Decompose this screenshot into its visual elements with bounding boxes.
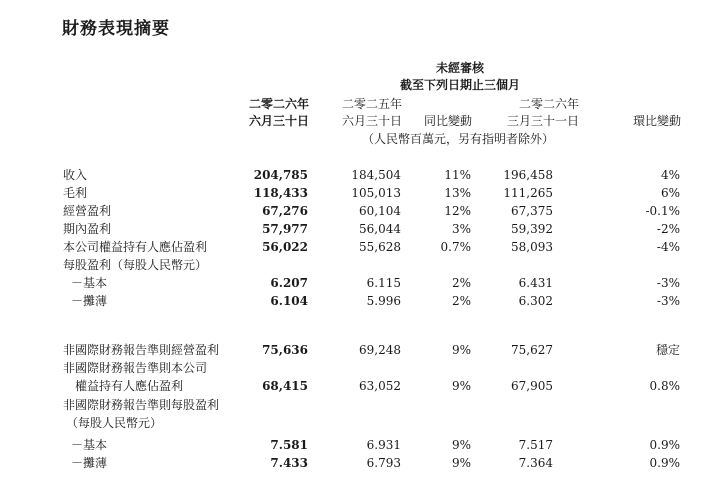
cell-q2-2026: 6.104 bbox=[270, 294, 308, 308]
row-label: 本公司權益持有人應佔盈利 bbox=[63, 240, 208, 254]
cell-q2-2026: 6.207 bbox=[270, 276, 308, 290]
cell-q2-2026: 75,636 bbox=[262, 343, 308, 357]
col2-header-line1: 二零二五年 bbox=[341, 97, 402, 111]
table-row bbox=[0, 436, 720, 454]
cell-q2-2025: 5.996 bbox=[366, 294, 401, 308]
row-label: 權益持有人應佔盈利 bbox=[75, 379, 184, 393]
cell-q2-2026: 7.581 bbox=[270, 438, 308, 452]
col4-header-line1: 二零二六年 bbox=[518, 97, 579, 111]
cell-qoq: -3% bbox=[656, 276, 680, 290]
row-label: 毛利 bbox=[63, 186, 88, 200]
cell-q2-2026: 204,785 bbox=[253, 168, 308, 182]
cell-q2-2025: 184,504 bbox=[351, 168, 401, 182]
cell-qoq: -2% bbox=[656, 222, 680, 236]
cell-q2-2025: 56,044 bbox=[359, 222, 401, 236]
cell-q1-2026: 6.431 bbox=[518, 276, 553, 290]
col1-header-line1: 二零二六年 bbox=[248, 97, 309, 111]
cell-yoy: 12% bbox=[444, 204, 471, 218]
cell-yoy: 9% bbox=[451, 456, 471, 470]
table-row bbox=[0, 359, 720, 377]
table-row bbox=[0, 220, 720, 238]
cell-yoy: 9% bbox=[451, 343, 471, 357]
cell-yoy: 11% bbox=[444, 168, 471, 182]
cell-q1-2026: 6.302 bbox=[518, 294, 553, 308]
cell-q1-2026: 111,265 bbox=[503, 186, 553, 200]
cell-q1-2026: 75,627 bbox=[511, 343, 553, 357]
table-row bbox=[0, 184, 720, 202]
row-label: 每股盈利（每股人民幣元） bbox=[63, 258, 208, 272]
cell-q2-2025: 60,104 bbox=[359, 204, 401, 218]
cell-qoq: -4% bbox=[656, 240, 680, 254]
cell-q2-2025: 55,628 bbox=[359, 240, 401, 254]
row-label: －基本 bbox=[71, 438, 108, 452]
cell-qoq: 穩定 bbox=[655, 343, 680, 357]
cell-q2-2026: 56,022 bbox=[262, 240, 308, 254]
table-row bbox=[0, 256, 720, 274]
row-label: （每股人民幣元） bbox=[66, 416, 163, 430]
cell-qoq: 0.9% bbox=[649, 438, 680, 452]
row-label: 期內盈利 bbox=[63, 222, 112, 236]
cell-yoy: 13% bbox=[444, 186, 471, 200]
cell-q1-2026: 67,375 bbox=[511, 204, 553, 218]
cell-qoq: 0.8% bbox=[649, 379, 680, 393]
table-row bbox=[0, 341, 720, 359]
row-label: －攤薄 bbox=[71, 294, 108, 308]
cell-q2-2025: 105,013 bbox=[351, 186, 401, 200]
unaudited-header: 未經審核 bbox=[435, 61, 485, 75]
table-row bbox=[0, 166, 720, 184]
table-row bbox=[0, 454, 720, 472]
row-label: 收入 bbox=[63, 168, 88, 182]
table-row bbox=[0, 377, 720, 395]
cell-q1-2026: 58,093 bbox=[511, 240, 553, 254]
cell-yoy: 0.7% bbox=[440, 240, 471, 254]
row-label: 非國際財務報告準則每股盈利 bbox=[63, 398, 220, 412]
table-row bbox=[0, 202, 720, 220]
cell-q2-2025: 6.115 bbox=[366, 276, 401, 290]
cell-q2-2025: 6.793 bbox=[366, 456, 401, 470]
cell-q2-2026: 118,433 bbox=[253, 186, 308, 200]
cell-q2-2025: 63,052 bbox=[359, 379, 401, 393]
cell-q2-2025: 6.931 bbox=[366, 438, 401, 452]
unit-note: （人民幣百萬元，另有指明者除外） bbox=[361, 132, 555, 146]
row-label: 經營盈利 bbox=[63, 204, 112, 218]
cell-q1-2026: 7.364 bbox=[518, 456, 553, 470]
row-label: 非國際財務報告準則本公司 bbox=[63, 361, 208, 375]
cell-yoy: 3% bbox=[451, 222, 471, 236]
table-row bbox=[0, 274, 720, 292]
cell-q1-2026: 196,458 bbox=[503, 168, 553, 182]
cell-q1-2026: 67,905 bbox=[511, 379, 553, 393]
row-label: 非國際財務報告準則經營盈利 bbox=[63, 343, 220, 357]
cell-qoq: -3% bbox=[656, 294, 680, 308]
table-row bbox=[0, 396, 720, 414]
cell-qoq: 4% bbox=[660, 168, 680, 182]
cell-q2-2026: 67,276 bbox=[262, 204, 308, 218]
cell-yoy: 9% bbox=[451, 379, 471, 393]
cell-q2-2025: 69,248 bbox=[359, 343, 401, 357]
row-label: －攤薄 bbox=[71, 456, 108, 470]
cell-yoy: 2% bbox=[451, 294, 471, 308]
cell-yoy: 9% bbox=[451, 438, 471, 452]
cell-q1-2026: 59,392 bbox=[511, 222, 553, 236]
cell-q2-2026: 57,977 bbox=[262, 222, 308, 236]
col1-header-line2: 六月三十日 bbox=[248, 114, 309, 128]
col2-header-line2: 六月三十日 bbox=[341, 114, 402, 128]
table-row bbox=[0, 292, 720, 310]
cell-qoq: -0.1% bbox=[645, 204, 680, 218]
cell-yoy: 2% bbox=[451, 276, 471, 290]
period-header: 截至下列日期止三個月 bbox=[399, 78, 521, 92]
col4-header-line2: 三月三十一日 bbox=[506, 114, 579, 128]
table-row bbox=[0, 238, 720, 256]
page-title: 財務表現摘要 bbox=[62, 19, 170, 39]
cell-qoq: 0.9% bbox=[649, 456, 680, 470]
cell-q2-2026: 68,415 bbox=[262, 379, 308, 393]
cell-qoq: 6% bbox=[660, 186, 680, 200]
cell-q1-2026: 7.517 bbox=[518, 438, 553, 452]
cell-q2-2026: 7.433 bbox=[270, 456, 308, 470]
col3-header: 同比變動 bbox=[423, 114, 472, 128]
row-label: －基本 bbox=[71, 276, 108, 290]
col5-header: 環比變動 bbox=[632, 114, 681, 128]
table-row bbox=[0, 414, 720, 432]
